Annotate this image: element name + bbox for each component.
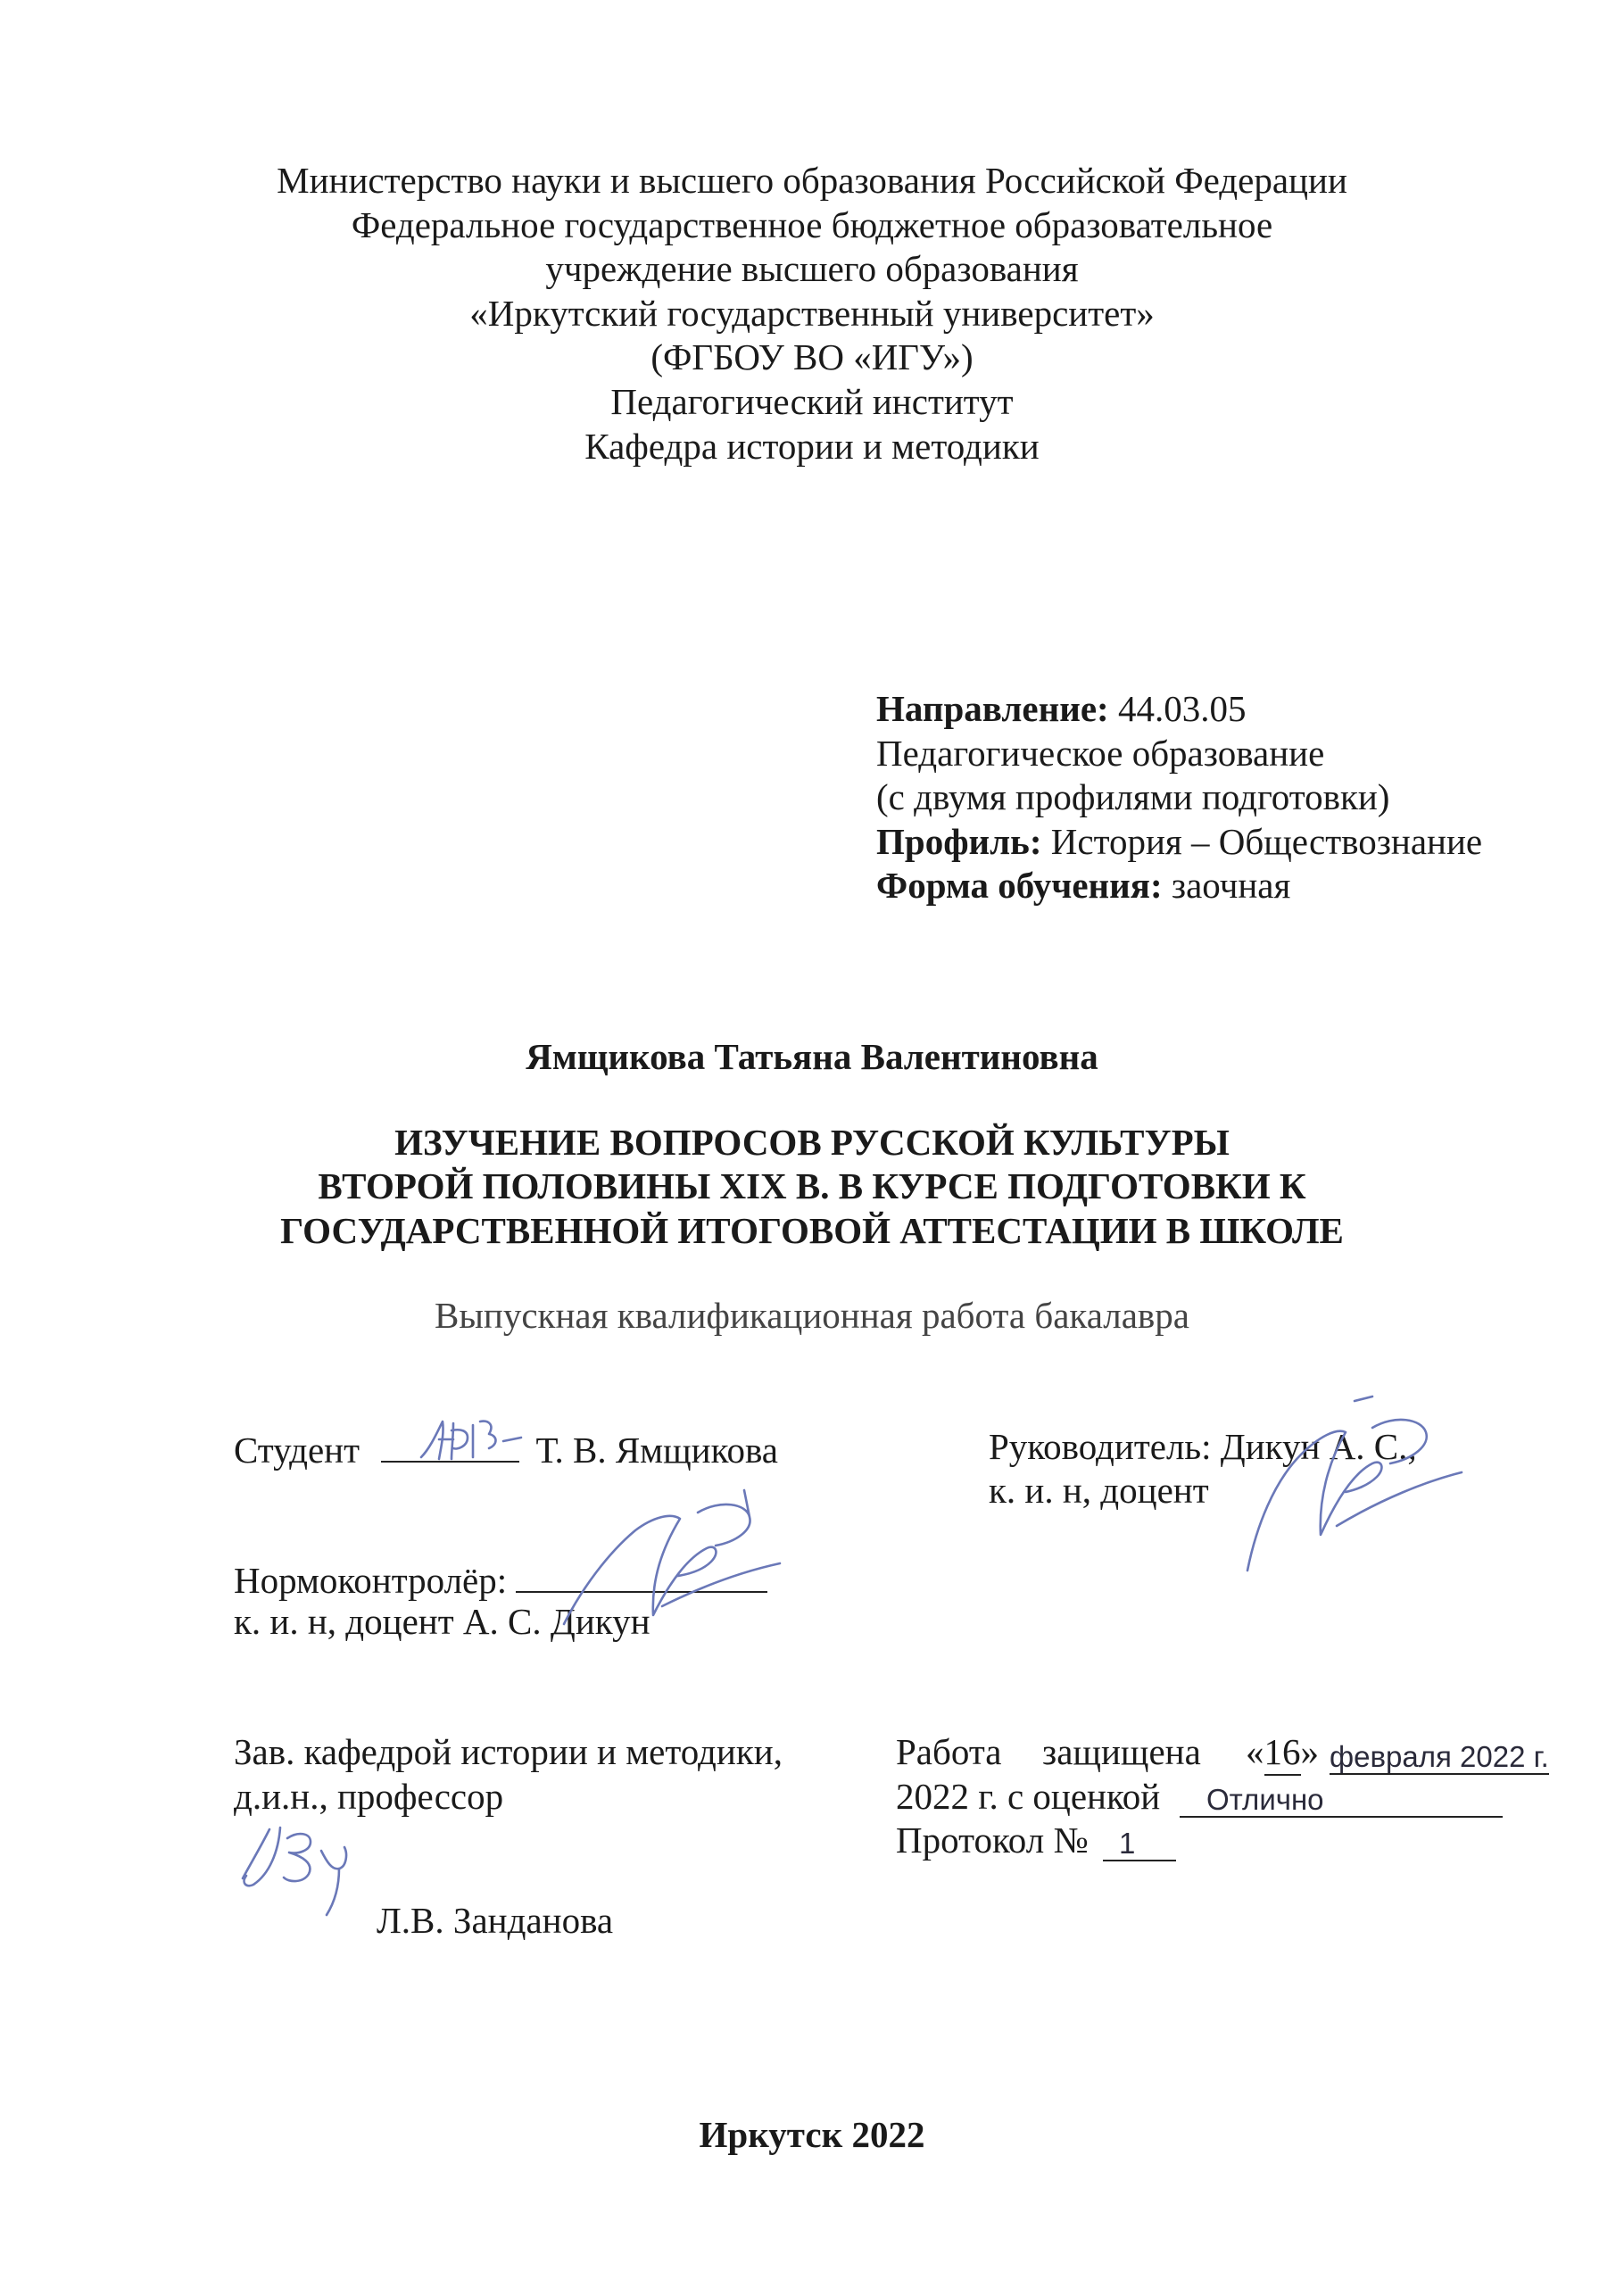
university-abbr: (ФГБОУ ВО «ИГУ»)	[650, 336, 974, 377]
university-name: «Иркутский государственный университет»	[469, 293, 1155, 334]
direction-label: Направление:	[876, 688, 1109, 729]
student-signature	[418, 1413, 525, 1466]
defense-month: февраля 2022 г.	[1330, 1740, 1549, 1773]
grade-value: Отлично	[1206, 1783, 1324, 1816]
supervisor-label: Руководитель: Дикун А. С.,	[989, 1426, 1417, 1467]
normcontrol-label: Нормоконтролёр:	[234, 1560, 508, 1601]
direction-name: Педагогическое образование	[876, 733, 1325, 774]
protocol-number: 1	[1119, 1827, 1136, 1860]
supervisor-degree: к. и. н, доцент	[989, 1470, 1209, 1511]
ministry-line: Министерство науки и высшего образования Российской Федерации	[277, 160, 1347, 201]
profile-label: Профиль:	[876, 821, 1042, 862]
normcontrol-signature	[546, 1472, 787, 1642]
department-name: Кафедра истории и методики	[584, 426, 1040, 467]
study-form-value: заочная	[1171, 865, 1291, 906]
defense-word-2: защищена	[1042, 1731, 1201, 1772]
direction-line	[876, 687, 1246, 731]
profile-value: История – Обществознание	[1050, 821, 1483, 862]
institution-line-1: Федеральное государственное бюджетное образовательное	[351, 204, 1273, 245]
date-quote-open: «	[1246, 1731, 1264, 1772]
grade-line	[1180, 1784, 1503, 1818]
thesis-title-line-1: ИЗУЧЕНИЕ ВОПРОСОВ РУССКОЙ КУЛЬТУРЫ	[394, 1122, 1230, 1163]
defense-word-1: Работа	[896, 1731, 1002, 1772]
direction-note: (с двумя профилями подготовки)	[876, 776, 1390, 817]
thesis-title-line-3: ГОСУДАРСТВЕННОЙ ИТОГОВОЙ АТТЕСТАЦИИ В ШКОЛЕ	[280, 1210, 1344, 1251]
normcontrol-name: к. и. н, доцент А. С. Дикун	[234, 1601, 650, 1642]
head-degree: д.и.н., профессор	[234, 1776, 504, 1817]
head-signature	[234, 1811, 368, 1927]
thesis-title-line-2: ВТОРОЙ ПОЛОВИНЫ XIX В. В КУРСЕ ПОДГОТОВКИ К	[318, 1165, 1306, 1206]
profile-line	[876, 820, 1482, 864]
grade-line-prefix: 2022 г. с оценкой	[896, 1776, 1161, 1817]
protocol-label: Протокол №	[896, 1819, 1089, 1861]
student-name: Т. В. Ямщикова	[535, 1430, 778, 1471]
study-form-line	[876, 864, 1290, 908]
institution-line-2: учреждение высшего образования	[545, 248, 1079, 289]
work-type: Выпускная квалификационная работа бакалавра	[435, 1295, 1189, 1336]
city-year: Иркутск 2022	[699, 2114, 925, 2155]
direction-code: 44.03.05	[1117, 688, 1247, 729]
author-name: Ямщикова Татьяна Валентиновна	[526, 1036, 1098, 1077]
defense-date	[1246, 1730, 1319, 1776]
defense-day: 16	[1264, 1730, 1301, 1776]
date-quote-close: »	[1300, 1731, 1319, 1772]
head-label: Зав. кафедрой истории и методики,	[234, 1731, 783, 1772]
study-form-label: Форма обучения:	[876, 865, 1163, 906]
supervisor-signature	[1239, 1392, 1471, 1588]
student-label: Студент	[234, 1430, 360, 1471]
protocol-line	[1103, 1828, 1176, 1861]
head-name: Л.В. Занданова	[377, 1900, 614, 1941]
institute-name: Педагогический институт	[610, 381, 1014, 422]
